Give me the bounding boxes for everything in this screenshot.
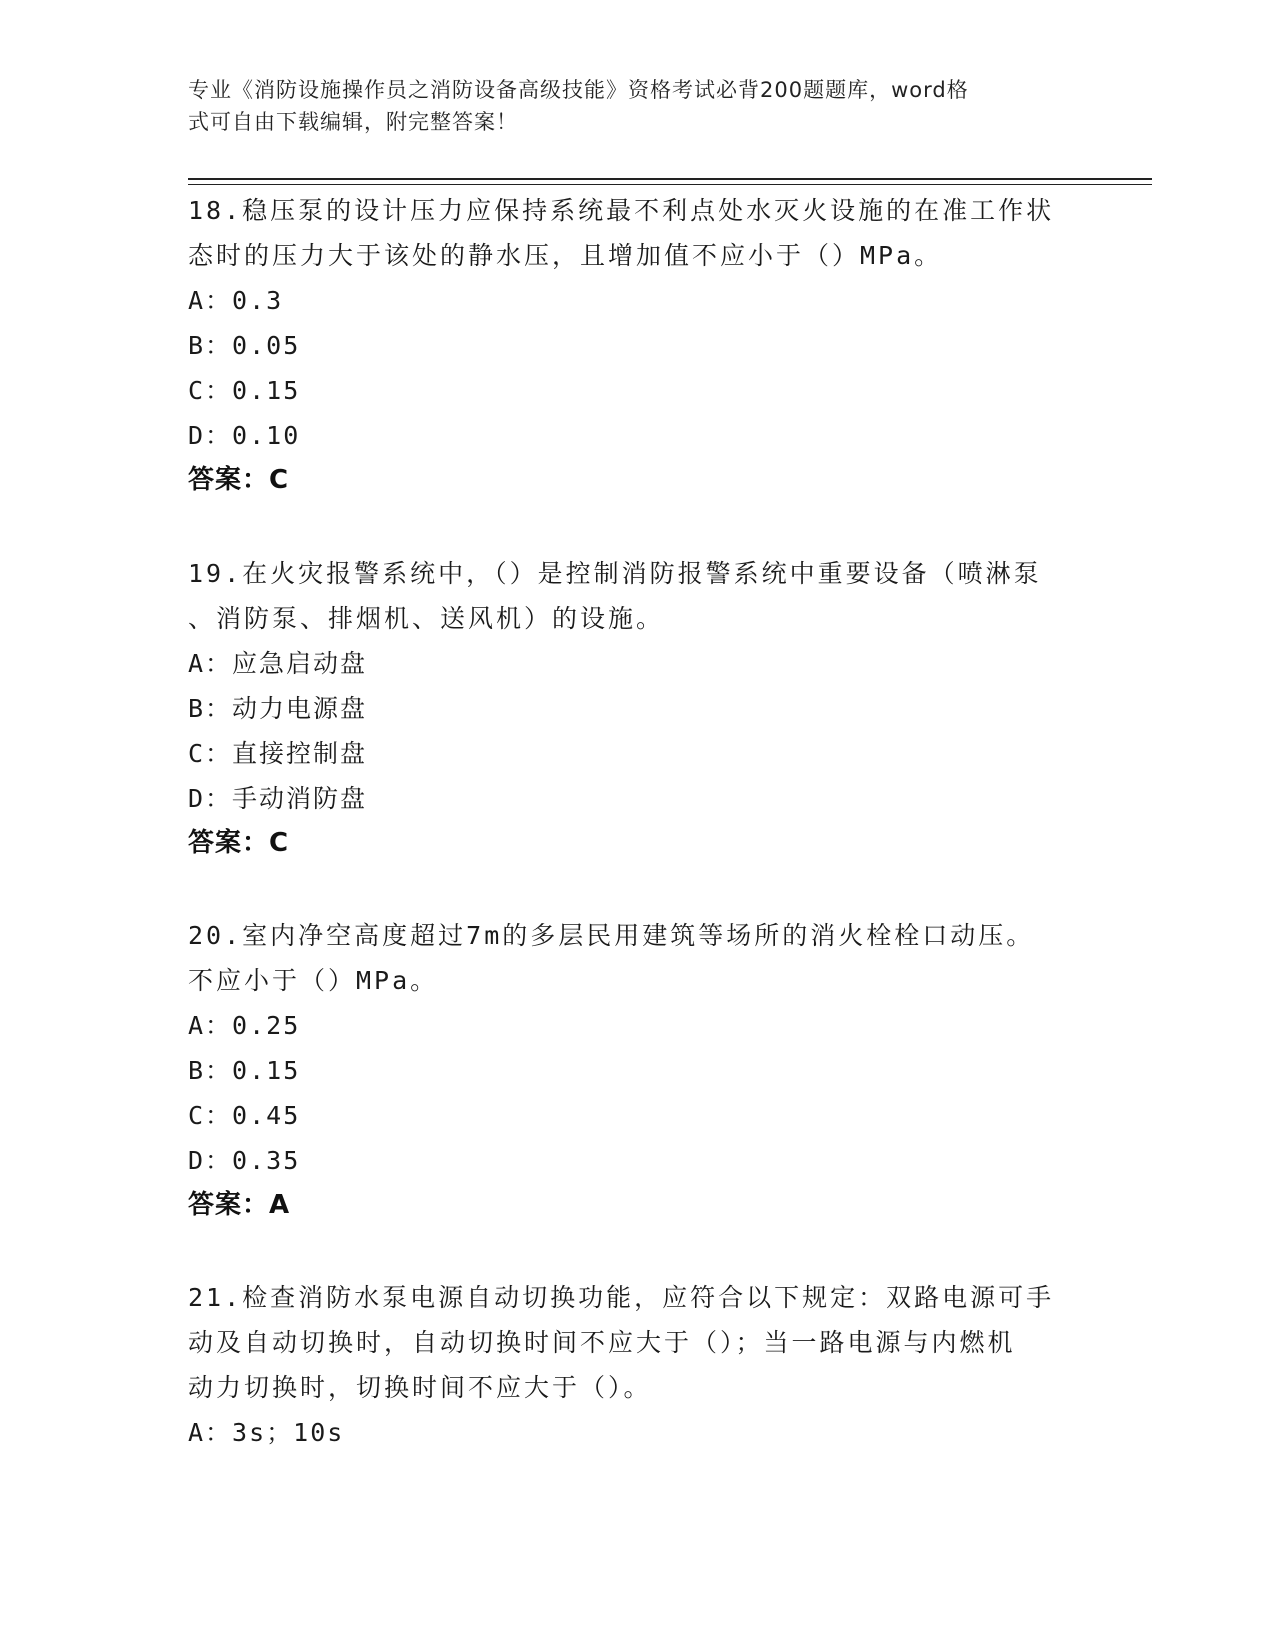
option-a: A：0.25: [188, 1011, 301, 1040]
answer-line: 答案：A: [188, 1190, 291, 1220]
question-stem-line: 、消防泵、排烟机、送风机）的设施。: [188, 604, 665, 633]
question-stem-line: 动及自动切换时，自动切换时间不应大于（）；当一路电源与内燃机: [188, 1328, 1016, 1357]
header-line: 专业《消防设施操作员之消防设备高级技能》资格考试必背200题题库，word格: [188, 78, 969, 102]
question-block: [188, 551, 1088, 865]
option-b: B：0.05: [188, 331, 301, 360]
answer-line: 答案：C: [188, 465, 290, 495]
option-a: A：3s；10s: [188, 1418, 345, 1447]
question-stem-line: 21.检查消防水泵电源自动切换功能，应符合以下规定：双路电源可手: [188, 1283, 1055, 1312]
option-d: D：手动消防盘: [188, 784, 368, 813]
header-line: 式可自由下载编辑，附完整答案！: [188, 110, 518, 134]
question-block: [188, 1275, 1088, 1455]
answer-line: 答案：C: [188, 828, 290, 858]
option-c: C：直接控制盘: [188, 739, 368, 768]
option-a: A：0.3: [188, 286, 284, 315]
option-c: C：0.45: [188, 1101, 301, 1130]
question-stem-line: 19.在火灾报警系统中，（）是控制消防报警系统中重要设备（喷淋泵: [188, 559, 1042, 588]
option-b: B：动力电源盘: [188, 694, 368, 723]
question-stem-line: 动力切换时，切换时间不应大于（）。: [188, 1373, 652, 1402]
option-b: B：0.15: [188, 1056, 301, 1085]
header-divider-thick: [188, 178, 1152, 180]
document-header: [188, 74, 1068, 138]
option-a: A：应急启动盘: [188, 649, 368, 678]
question-stem-line: 18.稳压泵的设计压力应保持系统最不利点处水灭火设施的在准工作状: [188, 196, 1055, 225]
question-block: [188, 188, 1088, 502]
option-c: C：0.15: [188, 376, 301, 405]
question-stem-line: 态时的压力大于该处的静水压，且增加值不应小于（）MPa。: [188, 241, 943, 270]
header-divider-thin: [188, 184, 1152, 185]
question-block: [188, 913, 1088, 1227]
question-stem-line: 不应小于（）MPa。: [188, 966, 439, 995]
question-stem-line: 20.室内净空高度超过7m的多层民用建筑等场所的消火栓栓口动压。: [188, 921, 1035, 950]
option-d: D：0.35: [188, 1146, 301, 1175]
option-d: D：0.10: [188, 421, 301, 450]
